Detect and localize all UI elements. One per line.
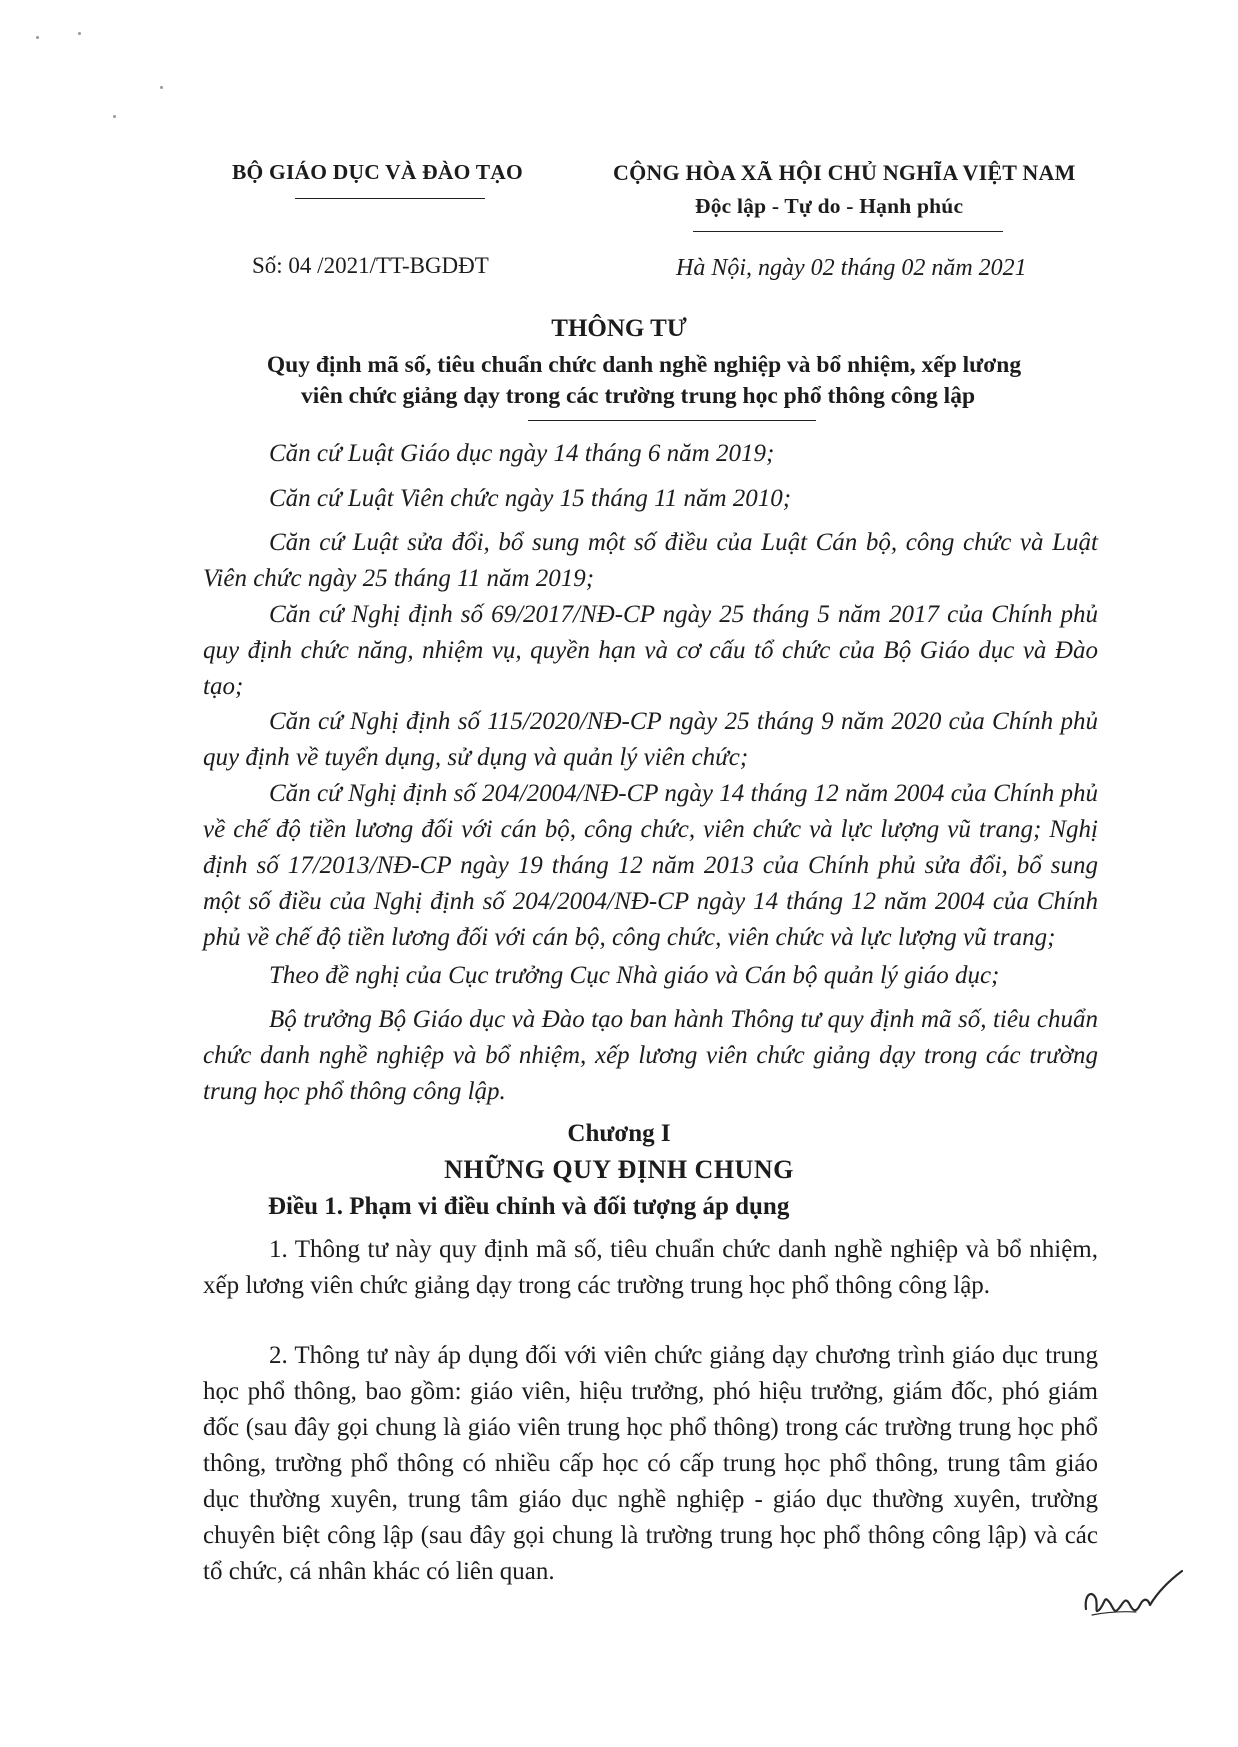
document-type: THÔNG TƯ (551, 315, 687, 342)
chapter-number: Chương I (567, 1120, 671, 1147)
legal-basis: Căn cứ Luật Viên chức ngày 15 tháng 11 năm 2010; (269, 485, 792, 512)
legal-basis: Căn cứ Luật sửa đổi, bổ sung một số điều của Luật Cán bộ, công chức và Luật Viên chức ngày 25 tháng 11 năm 2019; (203, 529, 1098, 592)
article-heading: Điều 1. Phạm vi điều chỉnh và đối tượng áp dụng (268, 1193, 790, 1220)
motto-underline (693, 231, 1003, 232)
legal-basis: Căn cứ Nghị định số 115/2020/NĐ-CP ngày 25 tháng 9 năm 2020 của Chính phủ quy định về tuyển dụng, sử dụng và quản lý viên chức; (203, 708, 1098, 771)
scan-speck (113, 115, 116, 118)
legal-basis: Căn cứ Nghị định số 204/2004/NĐ-CP ngày 14 tháng 12 năm 2004 của Chính phủ về chế độ tiền lương đối với cán bộ, công chức, viên chức và lực lượng vũ trang; Nghị định số 17/2013/NĐ-CP ngày 19 tháng 12 năm 2013 của Chính phủ sửa đổi, bổ sung một số điều của Nghị định số 204/2004/NĐ-CP ngày 14 tháng 12 năm 2004 của Chính phủ về chế độ tiền lương đối với cán bộ, công chức, viên chức và lực lượng vũ trang; (203, 780, 1098, 951)
place-and-date: Hà Nội, ngày 02 tháng 02 năm 2021 (676, 255, 1027, 281)
scan-speck (36, 36, 39, 39)
article-clause: 2. Thông tư này áp dụng đối với viên chức giảng dạy chương trình giáo dục trung học phổ thông, bao gồm: giáo viên, hiệu trưởng, phó hiệu trưởng, giám đốc, phó giám đốc (sau đây gọi chung là giáo viên trung học phổ thông) trong các trường trung học phổ thông, trường phổ thông có nhiều cấp học có cấp trung học phổ thông, trung tâm giáo dục thường xuyên, trung tâm giáo dục nghề nghiệp - giáo dục thường xuyên, trường chuyên biệt công lập (sau đây gọi chung là trường trung học phổ thông công lập) và các tổ chức, cá nhân khác có liên quan. (203, 1342, 1098, 1585)
legal-basis: Căn cứ Nghị định số 69/2017/NĐ-CP ngày 25 tháng 5 năm 2017 của Chính phủ quy định chức năng, nhiệm vụ, quyền hạn và cơ cấu tổ chức của Bộ Giáo dục và Đào tạo; (203, 601, 1098, 700)
handwritten-initials (1078, 1565, 1188, 1635)
country-name: CỘNG HÒA XÃ HỘI CHỦ NGHĨA VIỆT NAM (613, 160, 1076, 185)
article-clause: 1. Thông tư này quy định mã số, tiêu chuẩn chức danh nghề nghiệp và bổ nhiệm, xếp lương viên chức giảng dạy trong các trường trung học phổ thông công lập. (203, 1236, 1098, 1299)
scan-speck (78, 32, 81, 35)
national-motto: Độc lập - Tự do - Hạnh phúc (695, 194, 964, 218)
issuing-agency: BỘ GIÁO DỤC VÀ ĐÀO TẠO (232, 160, 523, 184)
chapter-title: NHỮNG QUY ĐỊNH CHUNG (444, 1155, 794, 1184)
title-underline (528, 420, 816, 421)
scan-speck (160, 86, 163, 89)
agency-underline (295, 198, 485, 199)
document-subject-line-2: viên chức giảng dạy trong các trường trung học phổ thông công lập (300, 383, 976, 409)
legal-basis: Căn cứ Luật Giáo dục ngày 14 tháng 6 năm 2019; (269, 440, 775, 467)
enactment-clause: Bộ trưởng Bộ Giáo dục và Đào tạo ban hành Thông tư quy định mã số, tiêu chuẩn chức danh nghề nghiệp và bổ nhiệm, xếp lương viên chức giảng dạy trong các trường trung học phổ thông công lập. (203, 1006, 1098, 1105)
legal-basis: Theo đề nghị của Cục trưởng Cục Nhà giáo và Cán bộ quản lý giáo dục; (269, 962, 1000, 989)
document-number: Số: 04 /2021/TT-BGDĐT (252, 253, 489, 278)
document-subject-line-1: Quy định mã số, tiêu chuẩn chức danh nghề nghiệp và bổ nhiệm, xếp lương (266, 352, 1022, 378)
